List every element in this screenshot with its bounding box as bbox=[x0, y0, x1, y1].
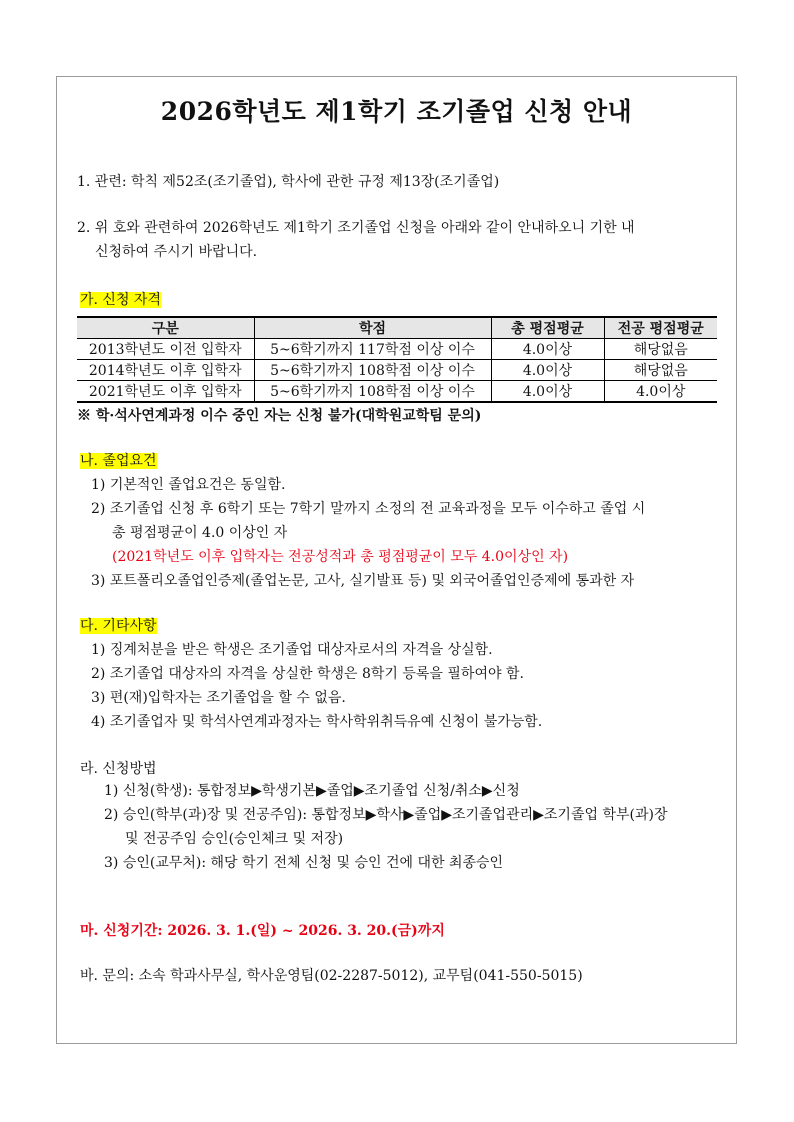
table-cell: 2014학년도 이후 입학자 bbox=[77, 360, 254, 381]
table-cell: 5~6학기까지 108학점 이상 이수 bbox=[254, 381, 491, 403]
section-ra-item-2-line-2: 및 전공주임 승인(승인체크 및 저장) bbox=[125, 831, 344, 847]
section-da-item: 2) 조기졸업 대상자의 자격을 상실한 학생은 8학기 등록을 필하여야 함. bbox=[91, 666, 524, 682]
section-na-item-2-line-2: 총 평점평균이 4.0 이상인 자 bbox=[112, 525, 288, 541]
intro-item-2-line-1: 2. 위 호와 관련하여 2026학년도 제1학기 조기졸업 신청을 아래와 같이 안내하오니 기한 내 bbox=[77, 220, 635, 236]
table-header-cell: 구분 bbox=[77, 317, 254, 339]
table-cell: 4.0이상 bbox=[491, 381, 604, 403]
contact-info: 바. 문의: 소속 학과사무실, 학사운영팀(02-2287-5012), 교무팀(041-550-5015) bbox=[80, 968, 583, 984]
table-header-cell: 전공 평점평균 bbox=[604, 317, 717, 339]
section-ra-item-1: 1) 신청(학생): 통합정보▶학생기본▶졸업▶조기졸업 신청/취소▶신청 bbox=[104, 783, 520, 799]
section-na-heading bbox=[80, 452, 157, 470]
section-ga-note: ※ 학·석사연계과정 이수 중인 자는 신청 불가(대학원교학팀 문의) bbox=[77, 408, 482, 424]
section-da-heading bbox=[80, 617, 157, 635]
page-title: 2026학년도 제1학기 조기졸업 신청 안내 bbox=[160, 97, 633, 126]
table-cell: 4.0이상 bbox=[604, 381, 717, 403]
table-header-cell: 총 평점평균 bbox=[491, 317, 604, 339]
section-na-item-1: 1) 기본적인 졸업요건은 동일함. bbox=[91, 477, 286, 493]
section-da-item: 1) 징계처분을 받은 학생은 조기졸업 대상자로서의 자격을 상실함. bbox=[91, 642, 493, 658]
application-period: 마. 신청기간: 2026. 3. 1.(일) ~ 2026. 3. 20.(금)까지 bbox=[80, 923, 445, 939]
intro-item-2-line-2: 신청하여 주시기 바랍니다. bbox=[95, 244, 258, 260]
table-header-row bbox=[77, 317, 717, 339]
qualification-table bbox=[77, 316, 717, 403]
section-da-item: 4) 조기졸업자 및 학석사연계과정자는 학사학위취득유예 신청이 불가능함. bbox=[91, 714, 543, 730]
table-cell: 5~6학기까지 108학점 이상 이수 bbox=[254, 360, 491, 381]
table-cell: 4.0이상 bbox=[491, 339, 604, 360]
table-row bbox=[77, 339, 717, 360]
table-cell: 2021학년도 이후 입학자 bbox=[77, 381, 254, 403]
section-na-item-2-line-3: (2021학년도 이후 입학자는 전공성적과 총 평점평균이 모두 4.0이상인 자) bbox=[112, 549, 569, 565]
section-da-heading-text: 다. 기타사항 bbox=[80, 618, 157, 634]
section-ra-item-2-line-1: 2) 승인(학부(과)장 및 전공주임): 통합정보▶학사▶졸업▶조기졸업관리▶조기졸업 학부(과)장 bbox=[104, 807, 668, 823]
section-ga-heading bbox=[80, 291, 161, 309]
intro-item-1: 1. 관련: 학칙 제52조(조기졸업), 학사에 관한 규정 제13장(조기졸업) bbox=[77, 174, 500, 190]
table-cell: 2013학년도 이전 입학자 bbox=[77, 339, 254, 360]
section-ga-heading-text: 가. 신청 자격 bbox=[80, 292, 161, 308]
section-da-item: 3) 편(재)입학자는 조기졸업을 할 수 없음. bbox=[91, 690, 346, 706]
table-cell: 4.0이상 bbox=[491, 360, 604, 381]
section-na-item-2-line-1: 2) 조기졸업 신청 후 6학기 또는 7학기 말까지 소정의 전 교육과정을 모두 이수하고 졸업 시 bbox=[91, 501, 646, 517]
section-ra-item-3: 3) 승인(교무처): 해당 학기 전체 신청 및 승인 건에 대한 최종승인 bbox=[104, 855, 504, 871]
table-cell: 해당없음 bbox=[604, 360, 717, 381]
table-header-cell: 학점 bbox=[254, 317, 491, 339]
section-ra-heading: 라. 신청방법 bbox=[80, 761, 157, 777]
section-na-item-3: 3) 포트폴리오졸업인증제(졸업논문, 고사, 실기발표 등) 및 외국어졸업인증제에 통과한 자 bbox=[91, 573, 635, 589]
table-row bbox=[77, 360, 717, 381]
table-row bbox=[77, 381, 717, 403]
table-cell: 해당없음 bbox=[604, 339, 717, 360]
section-na-heading-text: 나. 졸업요건 bbox=[80, 453, 157, 469]
table-cell: 5~6학기까지 117학점 이상 이수 bbox=[254, 339, 491, 360]
